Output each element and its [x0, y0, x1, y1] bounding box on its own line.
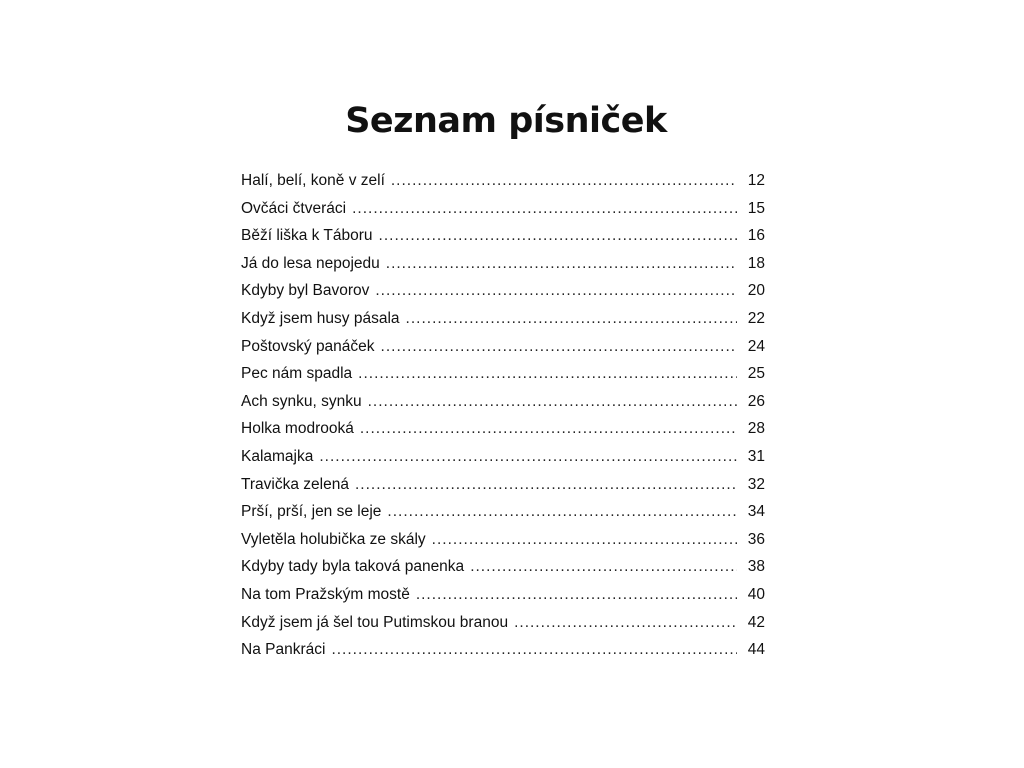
page-title: Seznam písniček: [345, 101, 667, 142]
list-item: [241, 586, 765, 614]
page-number: 12: [747, 172, 765, 189]
song-title: Poštovský panáček: [241, 337, 375, 355]
page-number: 18: [747, 254, 765, 272]
list-item: [241, 503, 765, 531]
dot-leader: [355, 476, 737, 494]
page-number: 36: [747, 530, 765, 548]
song-title: Halí, belí, koně v zelí: [241, 172, 385, 189]
page-number: 38: [747, 558, 765, 576]
song-title: Když jsem husy pásala: [241, 309, 400, 327]
dot-leader: [470, 558, 737, 576]
dot-leader: [375, 282, 737, 300]
dot-leader: [360, 420, 737, 438]
page-number: 24: [747, 337, 765, 355]
song-title: Holka modrooká: [241, 420, 354, 438]
dot-leader: [368, 393, 737, 411]
dot-leader: [352, 200, 737, 218]
song-title: Na tom Pražským mostě: [241, 585, 410, 603]
list-item: [241, 172, 765, 200]
page-number: 40: [747, 585, 765, 603]
dot-leader: [432, 531, 737, 549]
dot-leader: [379, 227, 737, 245]
list-item: [241, 476, 765, 504]
list-item: [241, 227, 765, 255]
dot-leader: [406, 310, 737, 328]
list-item: [241, 255, 765, 283]
dot-leader: [381, 338, 737, 356]
song-title: Prší, prší, jen se leje: [241, 503, 382, 521]
list-item: [241, 393, 765, 421]
song-title: Kdyby tady byla taková panenka: [241, 558, 465, 576]
song-list: [241, 172, 765, 669]
list-item: [241, 338, 765, 366]
song-title: Kalamajka: [241, 447, 314, 465]
dot-leader: [391, 172, 737, 190]
page-number: 42: [747, 613, 765, 631]
page-number: 20: [747, 282, 765, 300]
page-number: 16: [747, 227, 765, 245]
page-number: 25: [747, 365, 765, 383]
dot-leader: [358, 365, 737, 383]
page-number: 22: [747, 309, 765, 327]
list-item: [241, 558, 765, 586]
page-number: 34: [747, 503, 765, 521]
dot-leader: [331, 641, 737, 659]
list-item: [241, 531, 765, 559]
list-item: [241, 365, 765, 393]
song-title: Ach synku, synku: [241, 392, 362, 410]
dot-leader: [319, 448, 737, 466]
list-item: [241, 641, 765, 669]
dot-leader: [514, 614, 737, 632]
list-item: [241, 614, 765, 642]
page-number: 44: [747, 641, 765, 659]
page-number: 32: [747, 475, 765, 493]
page-number: 26: [747, 392, 765, 410]
page-number: 28: [747, 420, 765, 438]
list-item: [241, 420, 765, 448]
song-title: Kdyby byl Bavorov: [241, 282, 370, 300]
page-number: 31: [747, 447, 765, 465]
list-item: [241, 310, 765, 338]
song-title: Běží liška k Táboru: [241, 227, 373, 245]
song-title: Pec nám spadla: [241, 365, 353, 383]
list-item: [241, 200, 765, 228]
list-item: [241, 448, 765, 476]
dot-leader: [387, 503, 737, 521]
list-item: [241, 282, 765, 310]
page-number: 15: [747, 199, 765, 217]
dot-leader: [416, 586, 737, 604]
song-title: Já do lesa nepojedu: [241, 254, 380, 272]
song-title: Ovčáci čtveráci: [241, 199, 347, 217]
song-title: Když jsem já šel tou Putimskou branou: [241, 613, 509, 631]
dot-leader: [386, 255, 737, 273]
song-title: Travička zelená: [241, 475, 349, 493]
song-title: Vyletěla holubička ze skály: [241, 530, 426, 548]
song-title: Na Pankráci: [241, 641, 326, 659]
